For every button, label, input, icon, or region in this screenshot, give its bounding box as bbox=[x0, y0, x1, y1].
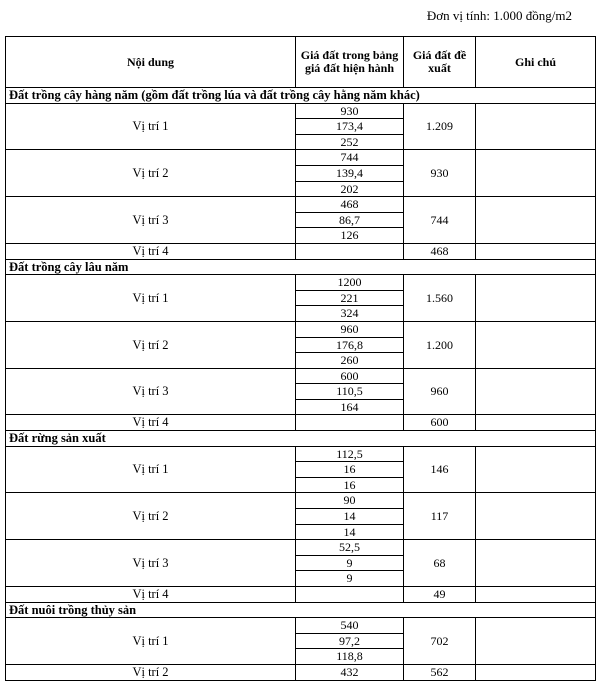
table-row bbox=[6, 618, 596, 634]
current-price-cell: 9 bbox=[296, 555, 404, 571]
header-proposed-price: Giá đất đề xuất bbox=[404, 37, 476, 88]
note-cell bbox=[476, 150, 596, 197]
current-price-cell: 1200 bbox=[296, 275, 404, 291]
current-price-cell: 118,8 bbox=[296, 649, 404, 665]
proposed-price-cell: 468 bbox=[404, 243, 476, 259]
table-row bbox=[6, 150, 596, 166]
position-cell: Vị trí 1 bbox=[6, 618, 296, 665]
current-price-cell: 260 bbox=[296, 353, 404, 369]
table-row bbox=[6, 368, 596, 384]
table-row bbox=[6, 103, 596, 119]
current-price-cell: 173,4 bbox=[296, 119, 404, 135]
section-row bbox=[6, 602, 596, 618]
note-cell bbox=[476, 587, 596, 603]
current-price-cell: 126 bbox=[296, 228, 404, 244]
proposed-price-cell: 1.200 bbox=[404, 321, 476, 368]
current-price-cell: 90 bbox=[296, 493, 404, 509]
proposed-price-cell: 68 bbox=[404, 540, 476, 587]
current-price-cell: 52,5 bbox=[296, 540, 404, 556]
note-cell bbox=[476, 197, 596, 244]
note-cell bbox=[476, 618, 596, 665]
table-row bbox=[6, 275, 596, 291]
position-cell: Vị trí 4 bbox=[6, 587, 296, 603]
section-row bbox=[6, 259, 596, 275]
section-title: Đất trồng cây hàng năm (gồm đất trồng lúa và đất trồng cây hằng năm khác) bbox=[6, 88, 596, 104]
current-price-cell: 468 bbox=[296, 197, 404, 213]
current-price-cell: 432 bbox=[296, 664, 404, 680]
table-row bbox=[6, 587, 596, 603]
current-price-cell: 97,2 bbox=[296, 633, 404, 649]
table-row bbox=[6, 197, 596, 213]
proposed-price-cell: 960 bbox=[404, 368, 476, 415]
current-price-cell bbox=[296, 415, 404, 431]
note-cell bbox=[476, 415, 596, 431]
header-content: Nội dung bbox=[6, 37, 296, 88]
current-price-cell: 176,8 bbox=[296, 337, 404, 353]
note-cell bbox=[476, 446, 596, 493]
position-cell: Vị trí 2 bbox=[6, 493, 296, 540]
section-title: Đất rừng sản xuất bbox=[6, 431, 596, 447]
table-row bbox=[6, 493, 596, 509]
current-price-cell: 16 bbox=[296, 477, 404, 493]
current-price-cell: 960 bbox=[296, 321, 404, 337]
position-cell: Vị trí 4 bbox=[6, 415, 296, 431]
header-current-price: Giá đất trong bảng giá đất hiện hành bbox=[296, 37, 404, 88]
note-cell bbox=[476, 103, 596, 150]
table-row bbox=[6, 321, 596, 337]
position-cell: Vị trí 1 bbox=[6, 275, 296, 322]
proposed-price-cell: 744 bbox=[404, 197, 476, 244]
current-price-cell: 139,4 bbox=[296, 165, 404, 181]
proposed-price-cell: 562 bbox=[404, 664, 476, 680]
proposed-price-cell: 117 bbox=[404, 493, 476, 540]
table-row bbox=[6, 243, 596, 259]
land-price-table bbox=[5, 36, 596, 681]
current-price-cell: 110,5 bbox=[296, 384, 404, 400]
section-row bbox=[6, 88, 596, 104]
proposed-price-cell: 1.209 bbox=[404, 103, 476, 150]
proposed-price-cell: 702 bbox=[404, 618, 476, 665]
table-row bbox=[6, 540, 596, 556]
current-price-cell: 112,5 bbox=[296, 446, 404, 462]
proposed-price-cell: 1.560 bbox=[404, 275, 476, 322]
table-header-row bbox=[6, 37, 596, 88]
position-cell: Vị trí 1 bbox=[6, 103, 296, 150]
current-price-cell: 14 bbox=[296, 509, 404, 525]
table-row bbox=[6, 446, 596, 462]
table-body bbox=[6, 88, 596, 681]
section-row bbox=[6, 431, 596, 447]
current-price-cell bbox=[296, 243, 404, 259]
note-cell bbox=[476, 321, 596, 368]
position-cell: Vị trí 4 bbox=[6, 243, 296, 259]
current-price-cell: 16 bbox=[296, 462, 404, 478]
position-cell: Vị trí 1 bbox=[6, 446, 296, 493]
section-title: Đất nuôi trồng thủy sản bbox=[6, 602, 596, 618]
note-cell bbox=[476, 493, 596, 540]
proposed-price-cell: 146 bbox=[404, 446, 476, 493]
current-price-cell: 930 bbox=[296, 103, 404, 119]
note-cell bbox=[476, 540, 596, 587]
note-cell bbox=[476, 275, 596, 322]
section-title: Đất trồng cây lâu năm bbox=[6, 259, 596, 275]
current-price-cell bbox=[296, 587, 404, 603]
proposed-price-cell: 49 bbox=[404, 587, 476, 603]
proposed-price-cell: 600 bbox=[404, 415, 476, 431]
position-cell: Vị trí 2 bbox=[6, 664, 296, 680]
note-cell bbox=[476, 368, 596, 415]
current-price-cell: 86,7 bbox=[296, 212, 404, 228]
current-price-cell: 600 bbox=[296, 368, 404, 384]
current-price-cell: 744 bbox=[296, 150, 404, 166]
current-price-cell: 540 bbox=[296, 618, 404, 634]
position-cell: Vị trí 2 bbox=[6, 150, 296, 197]
current-price-cell: 9 bbox=[296, 571, 404, 587]
position-cell: Vị trí 3 bbox=[6, 368, 296, 415]
note-cell bbox=[476, 243, 596, 259]
table-row bbox=[6, 415, 596, 431]
position-cell: Vị trí 2 bbox=[6, 321, 296, 368]
current-price-cell: 202 bbox=[296, 181, 404, 197]
unit-note: Đơn vị tính: 1.000 đồng/m2 bbox=[426, 8, 572, 23]
position-cell: Vị trí 3 bbox=[6, 540, 296, 587]
proposed-price-cell: 930 bbox=[404, 150, 476, 197]
header-note: Ghi chú bbox=[476, 37, 596, 88]
current-price-cell: 252 bbox=[296, 134, 404, 150]
current-price-cell: 324 bbox=[296, 306, 404, 322]
current-price-cell: 164 bbox=[296, 399, 404, 415]
current-price-cell: 221 bbox=[296, 290, 404, 306]
position-cell: Vị trí 3 bbox=[6, 197, 296, 244]
current-price-cell: 14 bbox=[296, 524, 404, 540]
